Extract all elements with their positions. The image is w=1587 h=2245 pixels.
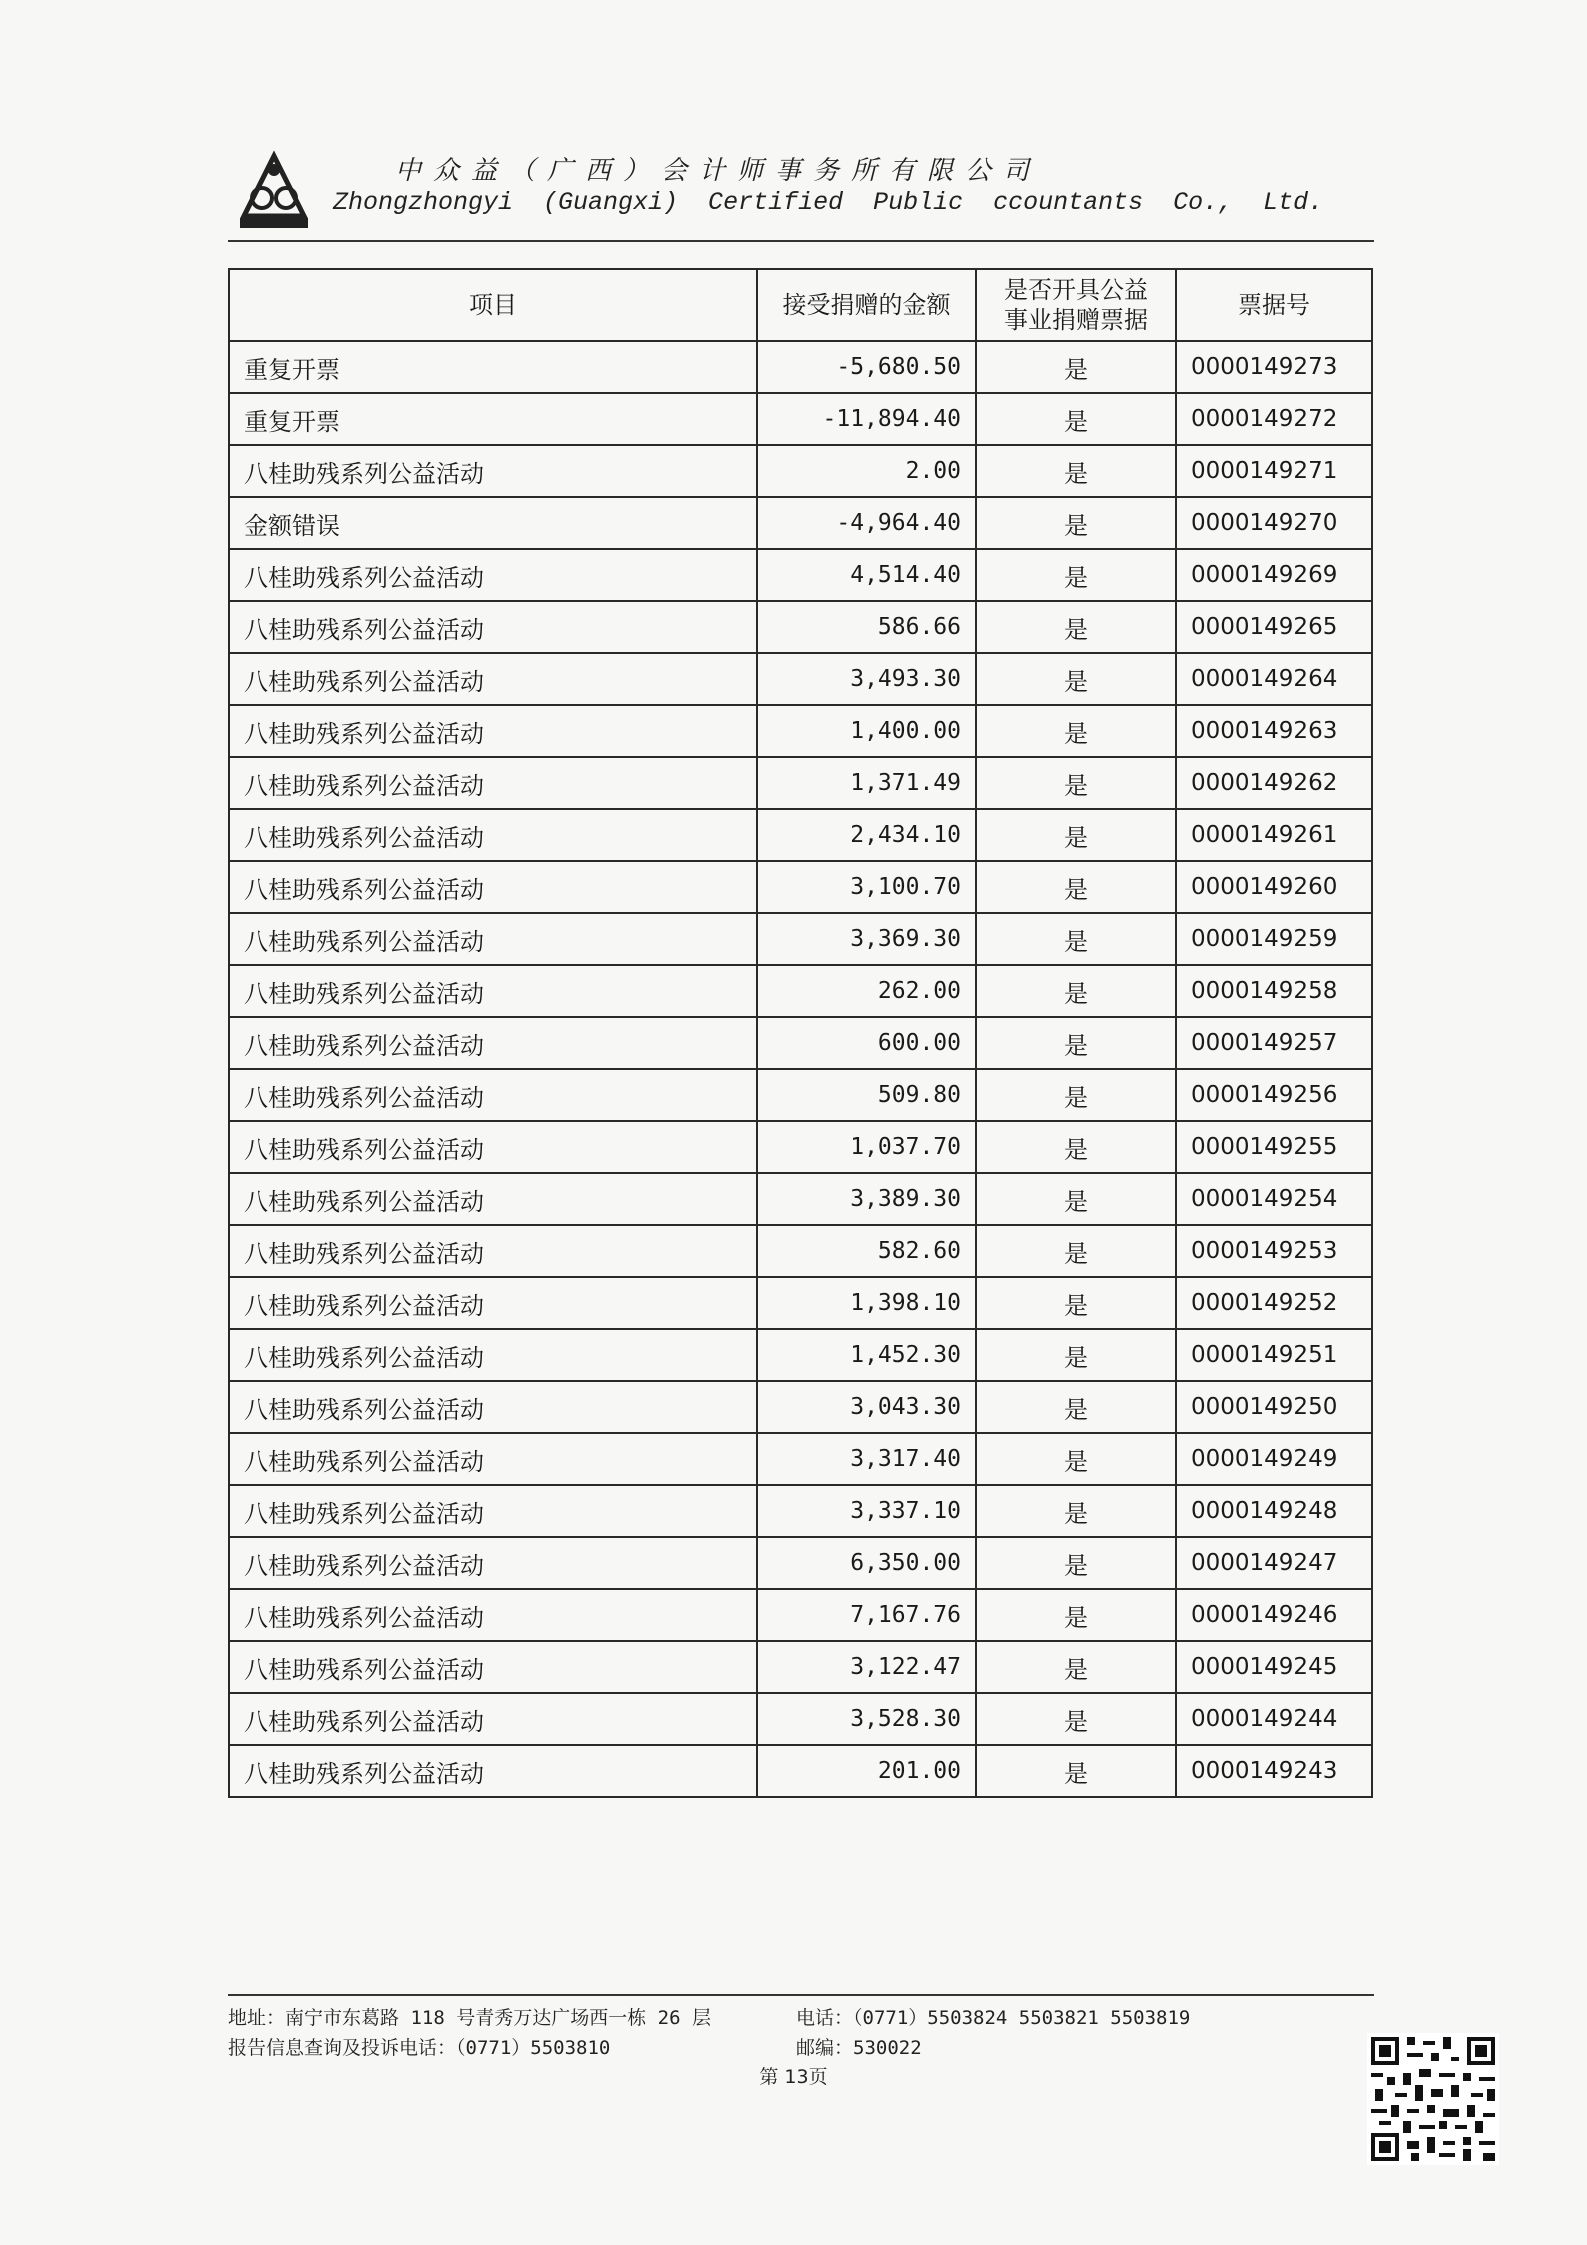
row-receipt-number: 0000149270 bbox=[1176, 497, 1372, 549]
row-receipt-number: 0000149260 bbox=[1176, 861, 1372, 913]
row-receipt-number: 0000149248 bbox=[1176, 1485, 1372, 1537]
row-item: 八桂助残系列公益活动 bbox=[229, 549, 757, 601]
table-row bbox=[229, 1589, 1372, 1641]
row-receipt-issued: 是 bbox=[976, 549, 1176, 601]
row-amount: 3,100.70 bbox=[757, 861, 976, 913]
row-receipt-issued: 是 bbox=[976, 1173, 1176, 1225]
row-receipt-number: 0000149257 bbox=[1176, 1017, 1372, 1069]
table-row bbox=[229, 1121, 1372, 1173]
row-item: 八桂助残系列公益活动 bbox=[229, 653, 757, 705]
table-row bbox=[229, 601, 1372, 653]
row-receipt-number: 0000149261 bbox=[1176, 809, 1372, 861]
row-amount: 3,389.30 bbox=[757, 1173, 976, 1225]
table-row bbox=[229, 445, 1372, 497]
table-row bbox=[229, 1381, 1372, 1433]
table-row bbox=[229, 1693, 1372, 1745]
row-receipt-issued: 是 bbox=[976, 913, 1176, 965]
header-divider bbox=[228, 240, 1374, 242]
header-number: 票据号 bbox=[1176, 269, 1372, 341]
row-item: 八桂助残系列公益活动 bbox=[229, 1537, 757, 1589]
footer-address: 地址：南宁市东葛路 118 号青秀万达广场西一栋 26 层 bbox=[228, 2007, 711, 2029]
row-amount: 2.00 bbox=[757, 445, 976, 497]
row-amount: 3,369.30 bbox=[757, 913, 976, 965]
row-item: 重复开票 bbox=[229, 393, 757, 445]
row-receipt-number: 0000149263 bbox=[1176, 705, 1372, 757]
row-amount: 3,528.30 bbox=[757, 1693, 976, 1745]
row-item: 金额错误 bbox=[229, 497, 757, 549]
row-receipt-issued: 是 bbox=[976, 1641, 1176, 1693]
row-amount: 586.66 bbox=[757, 601, 976, 653]
row-receipt-issued: 是 bbox=[976, 757, 1176, 809]
donation-table bbox=[228, 268, 1373, 1798]
table-row bbox=[229, 705, 1372, 757]
row-receipt-number: 0000149247 bbox=[1176, 1537, 1372, 1589]
table-row bbox=[229, 1173, 1372, 1225]
header-receipt bbox=[976, 269, 1176, 341]
row-receipt-issued: 是 bbox=[976, 1017, 1176, 1069]
firm-name-chinese: 中众益（广西）会计师事务所有限公司 bbox=[395, 156, 1042, 186]
row-item: 八桂助残系列公益活动 bbox=[229, 1641, 757, 1693]
row-receipt-issued: 是 bbox=[976, 1589, 1176, 1641]
row-receipt-issued: 是 bbox=[976, 1537, 1176, 1589]
row-item: 八桂助残系列公益活动 bbox=[229, 1017, 757, 1069]
row-item: 八桂助残系列公益活动 bbox=[229, 757, 757, 809]
row-item: 八桂助残系列公益活动 bbox=[229, 1589, 757, 1641]
row-receipt-issued: 是 bbox=[976, 653, 1176, 705]
row-amount: -11,894.40 bbox=[757, 393, 976, 445]
row-receipt-number: 0000149252 bbox=[1176, 1277, 1372, 1329]
row-item: 八桂助残系列公益活动 bbox=[229, 1485, 757, 1537]
row-receipt-issued: 是 bbox=[976, 1121, 1176, 1173]
row-amount: 3,043.30 bbox=[757, 1381, 976, 1433]
row-item: 八桂助残系列公益活动 bbox=[229, 1433, 757, 1485]
row-amount: 1,037.70 bbox=[757, 1121, 976, 1173]
row-receipt-issued: 是 bbox=[976, 445, 1176, 497]
row-item: 八桂助残系列公益活动 bbox=[229, 1069, 757, 1121]
row-item: 八桂助残系列公益活动 bbox=[229, 1277, 757, 1329]
row-item: 八桂助残系列公益活动 bbox=[229, 1745, 757, 1797]
row-receipt-number: 0000149269 bbox=[1176, 549, 1372, 601]
table-row bbox=[229, 913, 1372, 965]
row-receipt-number: 0000149255 bbox=[1176, 1121, 1372, 1173]
row-receipt-number: 0000149271 bbox=[1176, 445, 1372, 497]
row-receipt-number: 0000149273 bbox=[1176, 341, 1372, 393]
row-receipt-issued: 是 bbox=[976, 1745, 1176, 1797]
header-amount: 接受捐赠的金额 bbox=[757, 269, 976, 341]
table-row bbox=[229, 965, 1372, 1017]
row-amount: 582.60 bbox=[757, 1225, 976, 1277]
table-row bbox=[229, 1537, 1372, 1589]
row-receipt-number: 0000149262 bbox=[1176, 757, 1372, 809]
table-row bbox=[229, 1641, 1372, 1693]
row-receipt-issued: 是 bbox=[976, 965, 1176, 1017]
row-receipt-number: 0000149254 bbox=[1176, 1173, 1372, 1225]
row-receipt-number: 0000149256 bbox=[1176, 1069, 1372, 1121]
row-receipt-issued: 是 bbox=[976, 809, 1176, 861]
row-amount: 6,350.00 bbox=[757, 1537, 976, 1589]
row-receipt-issued: 是 bbox=[976, 1069, 1176, 1121]
row-receipt-number: 0000149250 bbox=[1176, 1381, 1372, 1433]
row-amount: 600.00 bbox=[757, 1017, 976, 1069]
table-row bbox=[229, 861, 1372, 913]
row-receipt-issued: 是 bbox=[976, 861, 1176, 913]
row-receipt-number: 0000149259 bbox=[1176, 913, 1372, 965]
row-amount: 3,493.30 bbox=[757, 653, 976, 705]
table-row bbox=[229, 1277, 1372, 1329]
table-row bbox=[229, 809, 1372, 861]
row-item: 重复开票 bbox=[229, 341, 757, 393]
row-item: 八桂助残系列公益活动 bbox=[229, 861, 757, 913]
row-amount: 1,371.49 bbox=[757, 757, 976, 809]
row-item: 八桂助残系列公益活动 bbox=[229, 1329, 757, 1381]
table-row bbox=[229, 549, 1372, 601]
table-row bbox=[229, 653, 1372, 705]
row-receipt-number: 0000149245 bbox=[1176, 1641, 1372, 1693]
row-item: 八桂助残系列公益活动 bbox=[229, 1693, 757, 1745]
table-row bbox=[229, 1745, 1372, 1797]
table-row bbox=[229, 1329, 1372, 1381]
firm-name-english: Zhongzhongyi (Guangxi) Certified Public ccountants Co., Ltd. bbox=[333, 188, 1324, 217]
row-item: 八桂助残系列公益活动 bbox=[229, 965, 757, 1017]
table-row bbox=[229, 757, 1372, 809]
row-item: 八桂助残系列公益活动 bbox=[229, 601, 757, 653]
page-number: 第 13页 bbox=[759, 2066, 828, 2088]
row-item: 八桂助残系列公益活动 bbox=[229, 1173, 757, 1225]
row-item: 八桂助残系列公益活动 bbox=[229, 1381, 757, 1433]
row-item: 八桂助残系列公益活动 bbox=[229, 705, 757, 757]
table-row bbox=[229, 1017, 1372, 1069]
row-amount: 3,317.40 bbox=[757, 1433, 976, 1485]
row-receipt-issued: 是 bbox=[976, 601, 1176, 653]
row-amount: -4,964.40 bbox=[757, 497, 976, 549]
footer-phone: 电话：（0771）5503824 5503821 5503819 bbox=[796, 2007, 1191, 2029]
row-receipt-issued: 是 bbox=[976, 393, 1176, 445]
row-amount: 7,167.76 bbox=[757, 1589, 976, 1641]
row-item: 八桂助残系列公益活动 bbox=[229, 445, 757, 497]
row-receipt-issued: 是 bbox=[976, 705, 1176, 757]
footer-postcode: 邮编：530022 bbox=[796, 2037, 922, 2059]
row-amount: 3,337.10 bbox=[757, 1485, 976, 1537]
row-receipt-number: 0000149253 bbox=[1176, 1225, 1372, 1277]
row-item: 八桂助残系列公益活动 bbox=[229, 809, 757, 861]
table-row bbox=[229, 341, 1372, 393]
table-row bbox=[229, 393, 1372, 445]
firm-logo-icon bbox=[238, 150, 310, 232]
row-amount: 201.00 bbox=[757, 1745, 976, 1797]
footer-complaint-phone: 报告信息查询及投诉电话：（0771）5503810 bbox=[228, 2037, 611, 2059]
header-receipt-line1: 是否开具公益 bbox=[1004, 276, 1148, 304]
row-receipt-issued: 是 bbox=[976, 497, 1176, 549]
footer-divider bbox=[228, 1994, 1374, 1996]
row-amount: 4,514.40 bbox=[757, 549, 976, 601]
header-item: 项目 bbox=[229, 269, 757, 341]
row-item: 八桂助残系列公益活动 bbox=[229, 1225, 757, 1277]
table-row bbox=[229, 1225, 1372, 1277]
row-receipt-issued: 是 bbox=[976, 1693, 1176, 1745]
row-amount: 1,452.30 bbox=[757, 1329, 976, 1381]
row-receipt-number: 0000149243 bbox=[1176, 1745, 1372, 1797]
table-header-row bbox=[229, 269, 1372, 341]
row-receipt-number: 0000149264 bbox=[1176, 653, 1372, 705]
row-item: 八桂助残系列公益活动 bbox=[229, 913, 757, 965]
table-row bbox=[229, 1069, 1372, 1121]
row-receipt-number: 0000149272 bbox=[1176, 393, 1372, 445]
row-amount: 262.00 bbox=[757, 965, 976, 1017]
row-amount: 3,122.47 bbox=[757, 1641, 976, 1693]
row-amount: -5,680.50 bbox=[757, 341, 976, 393]
row-receipt-issued: 是 bbox=[976, 1277, 1176, 1329]
table-row bbox=[229, 497, 1372, 549]
table-row bbox=[229, 1485, 1372, 1537]
row-receipt-issued: 是 bbox=[976, 1225, 1176, 1277]
row-receipt-issued: 是 bbox=[976, 1329, 1176, 1381]
row-receipt-number: 0000149258 bbox=[1176, 965, 1372, 1017]
row-receipt-issued: 是 bbox=[976, 1485, 1176, 1537]
row-receipt-number: 0000149246 bbox=[1176, 1589, 1372, 1641]
row-receipt-issued: 是 bbox=[976, 1381, 1176, 1433]
row-receipt-number: 0000149251 bbox=[1176, 1329, 1372, 1381]
row-receipt-number: 0000149244 bbox=[1176, 1693, 1372, 1745]
row-amount: 2,434.10 bbox=[757, 809, 976, 861]
header-receipt-line2: 事业捐赠票据 bbox=[1004, 306, 1148, 334]
row-receipt-number: 0000149265 bbox=[1176, 601, 1372, 653]
table-row bbox=[229, 1433, 1372, 1485]
row-amount: 1,398.10 bbox=[757, 1277, 976, 1329]
row-receipt-issued: 是 bbox=[976, 1433, 1176, 1485]
row-amount: 1,400.00 bbox=[757, 705, 976, 757]
qr-code-icon bbox=[1367, 2033, 1499, 2165]
row-item: 八桂助残系列公益活动 bbox=[229, 1121, 757, 1173]
row-receipt-issued: 是 bbox=[976, 341, 1176, 393]
row-amount: 509.80 bbox=[757, 1069, 976, 1121]
row-receipt-number: 0000149249 bbox=[1176, 1433, 1372, 1485]
